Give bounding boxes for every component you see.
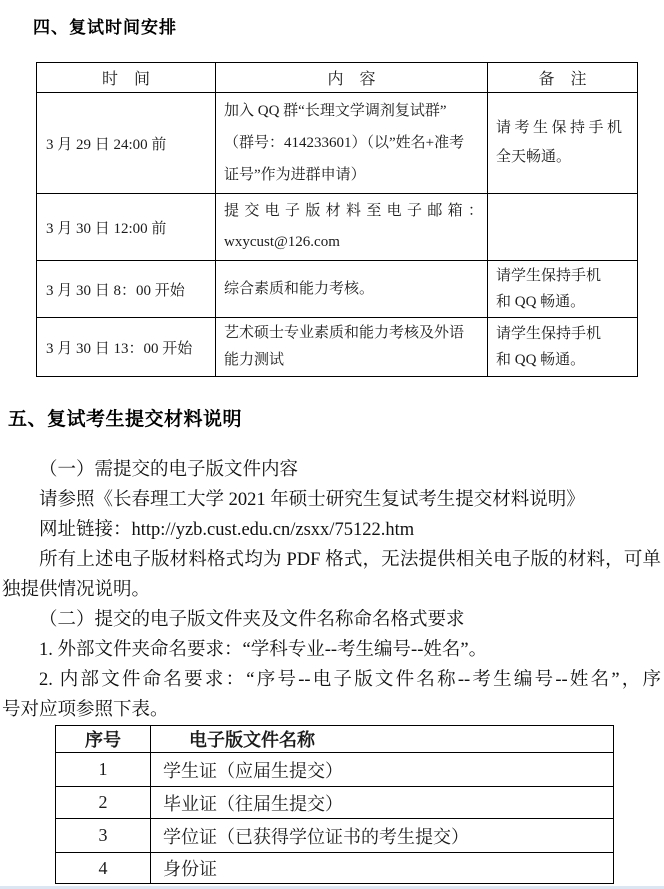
- paragraph-line: 号对应项参照下表。: [2, 700, 169, 720]
- schedule-header-note: 备 注: [488, 63, 638, 93]
- table-row: [56, 753, 614, 787]
- schedule-header-time: 时 间: [37, 63, 216, 93]
- schedule-content-cell: [216, 93, 488, 194]
- content-line: （群号：414233601）（以”姓名+准考: [224, 135, 465, 151]
- note-line: 和 QQ 畅通。: [496, 352, 586, 368]
- table-row: [37, 261, 638, 318]
- schedule-time-cell: [37, 93, 216, 194]
- schedule-note-cell-empty: [488, 194, 638, 261]
- content-line: 证号”作为进群申请）: [224, 167, 366, 183]
- note-line: 全天畅通。: [496, 149, 572, 165]
- paragraph-line: 所有上述电子版材料格式均为 PDF 格式，无法提供相关电子版的材料，可单: [39, 550, 661, 570]
- schedule-time-cell: [37, 194, 216, 261]
- note-line: 请学生保持手机: [496, 268, 602, 284]
- schedule-header-content: 内 容: [216, 63, 488, 93]
- time-text: 3 月 30 日 8：00 开始: [46, 282, 185, 299]
- time-text: 3 月 30 日 12:00 前: [46, 220, 167, 237]
- note-line: 请学生保持手机: [496, 326, 602, 342]
- schedule-note-cell: [488, 318, 638, 377]
- time-text: 3 月 29 日 24:00 前: [46, 136, 167, 153]
- schedule-content-cell: [216, 318, 488, 377]
- table-row: [37, 194, 638, 261]
- file-name: 毕业证（往届生提交）: [151, 787, 614, 819]
- paragraph: [2, 545, 662, 605]
- section5-heading: 五、复试考生提交材料说明: [8, 409, 243, 430]
- file-no: 1: [56, 753, 151, 787]
- file-no: 3: [56, 819, 151, 853]
- paragraph: [2, 635, 662, 665]
- schedule-note-cell: [488, 93, 638, 194]
- schedule-table: [36, 62, 638, 377]
- content-line: 综合素质和能力考核。: [224, 281, 375, 297]
- content-line: 提交电子版材料至电子邮箱：: [224, 203, 483, 219]
- paragraph: [2, 605, 662, 635]
- file-name: 身份证: [151, 853, 614, 884]
- paragraph-line: （二）提交的电子版文件夹及文件名称命名格式要求: [39, 610, 465, 630]
- content-line: 能力测试: [224, 352, 285, 368]
- paragraph-line: （一）需提交的电子版文件内容: [39, 460, 299, 480]
- files-header-name: 电子版文件名称: [151, 726, 614, 753]
- note-line: 请考生保持手机: [496, 120, 622, 136]
- paragraph-line: 1. 外部文件夹命名要求：“学科专业--考生编号--姓名”。: [39, 640, 488, 660]
- table-row: [37, 93, 638, 194]
- schedule-note-cell: [488, 261, 638, 318]
- paragraph-line: 请参照《长春理工大学 2021 年硕士研究生复试考生提交材料说明》: [39, 490, 585, 510]
- paragraph-line: 2. 内部文件命名要求：“序号--电子版文件名称--考生编号--姓名”，序: [39, 670, 661, 690]
- file-name: 学生证（应届生提交）: [151, 753, 614, 787]
- files-table: [55, 725, 614, 884]
- table-row: [56, 819, 614, 853]
- schedule-time-cell: [37, 261, 216, 318]
- note-line: 和 QQ 畅通。: [496, 294, 586, 310]
- schedule-header-row: [37, 63, 638, 93]
- table-row: [56, 787, 614, 819]
- files-header-no: 序号: [56, 726, 151, 753]
- time-text: 3 月 30 日 13：00 开始: [46, 340, 193, 357]
- schedule-time-cell: [37, 318, 216, 377]
- paragraph: [2, 665, 662, 725]
- paragraph-line: 独提供情况说明。: [2, 580, 151, 600]
- file-no: 2: [56, 787, 151, 819]
- schedule-content-cell: [216, 194, 488, 261]
- paragraph: [2, 455, 662, 485]
- paragraph: [2, 515, 662, 545]
- paragraph-line: 网址链接：http://yzb.cust.edu.cn/zsxx/75122.htm: [39, 520, 415, 540]
- file-no: 4: [56, 853, 151, 884]
- content-line: 加入 QQ 群“长理文学调剂复试群”: [224, 103, 447, 119]
- section5-body: [2, 455, 662, 725]
- content-line: wxycust@126.com: [224, 234, 340, 250]
- table-row: [37, 318, 638, 377]
- content-line: 艺术硕士专业素质和能力考核及外语: [224, 325, 465, 341]
- paragraph: [2, 485, 662, 515]
- schedule-content-cell: [216, 261, 488, 318]
- file-name: 学位证（已获得学位证书的考生提交）: [151, 819, 614, 853]
- files-header-row: [56, 726, 614, 753]
- section4-heading: 四、复试时间安排: [33, 18, 177, 37]
- table-row: [56, 853, 614, 884]
